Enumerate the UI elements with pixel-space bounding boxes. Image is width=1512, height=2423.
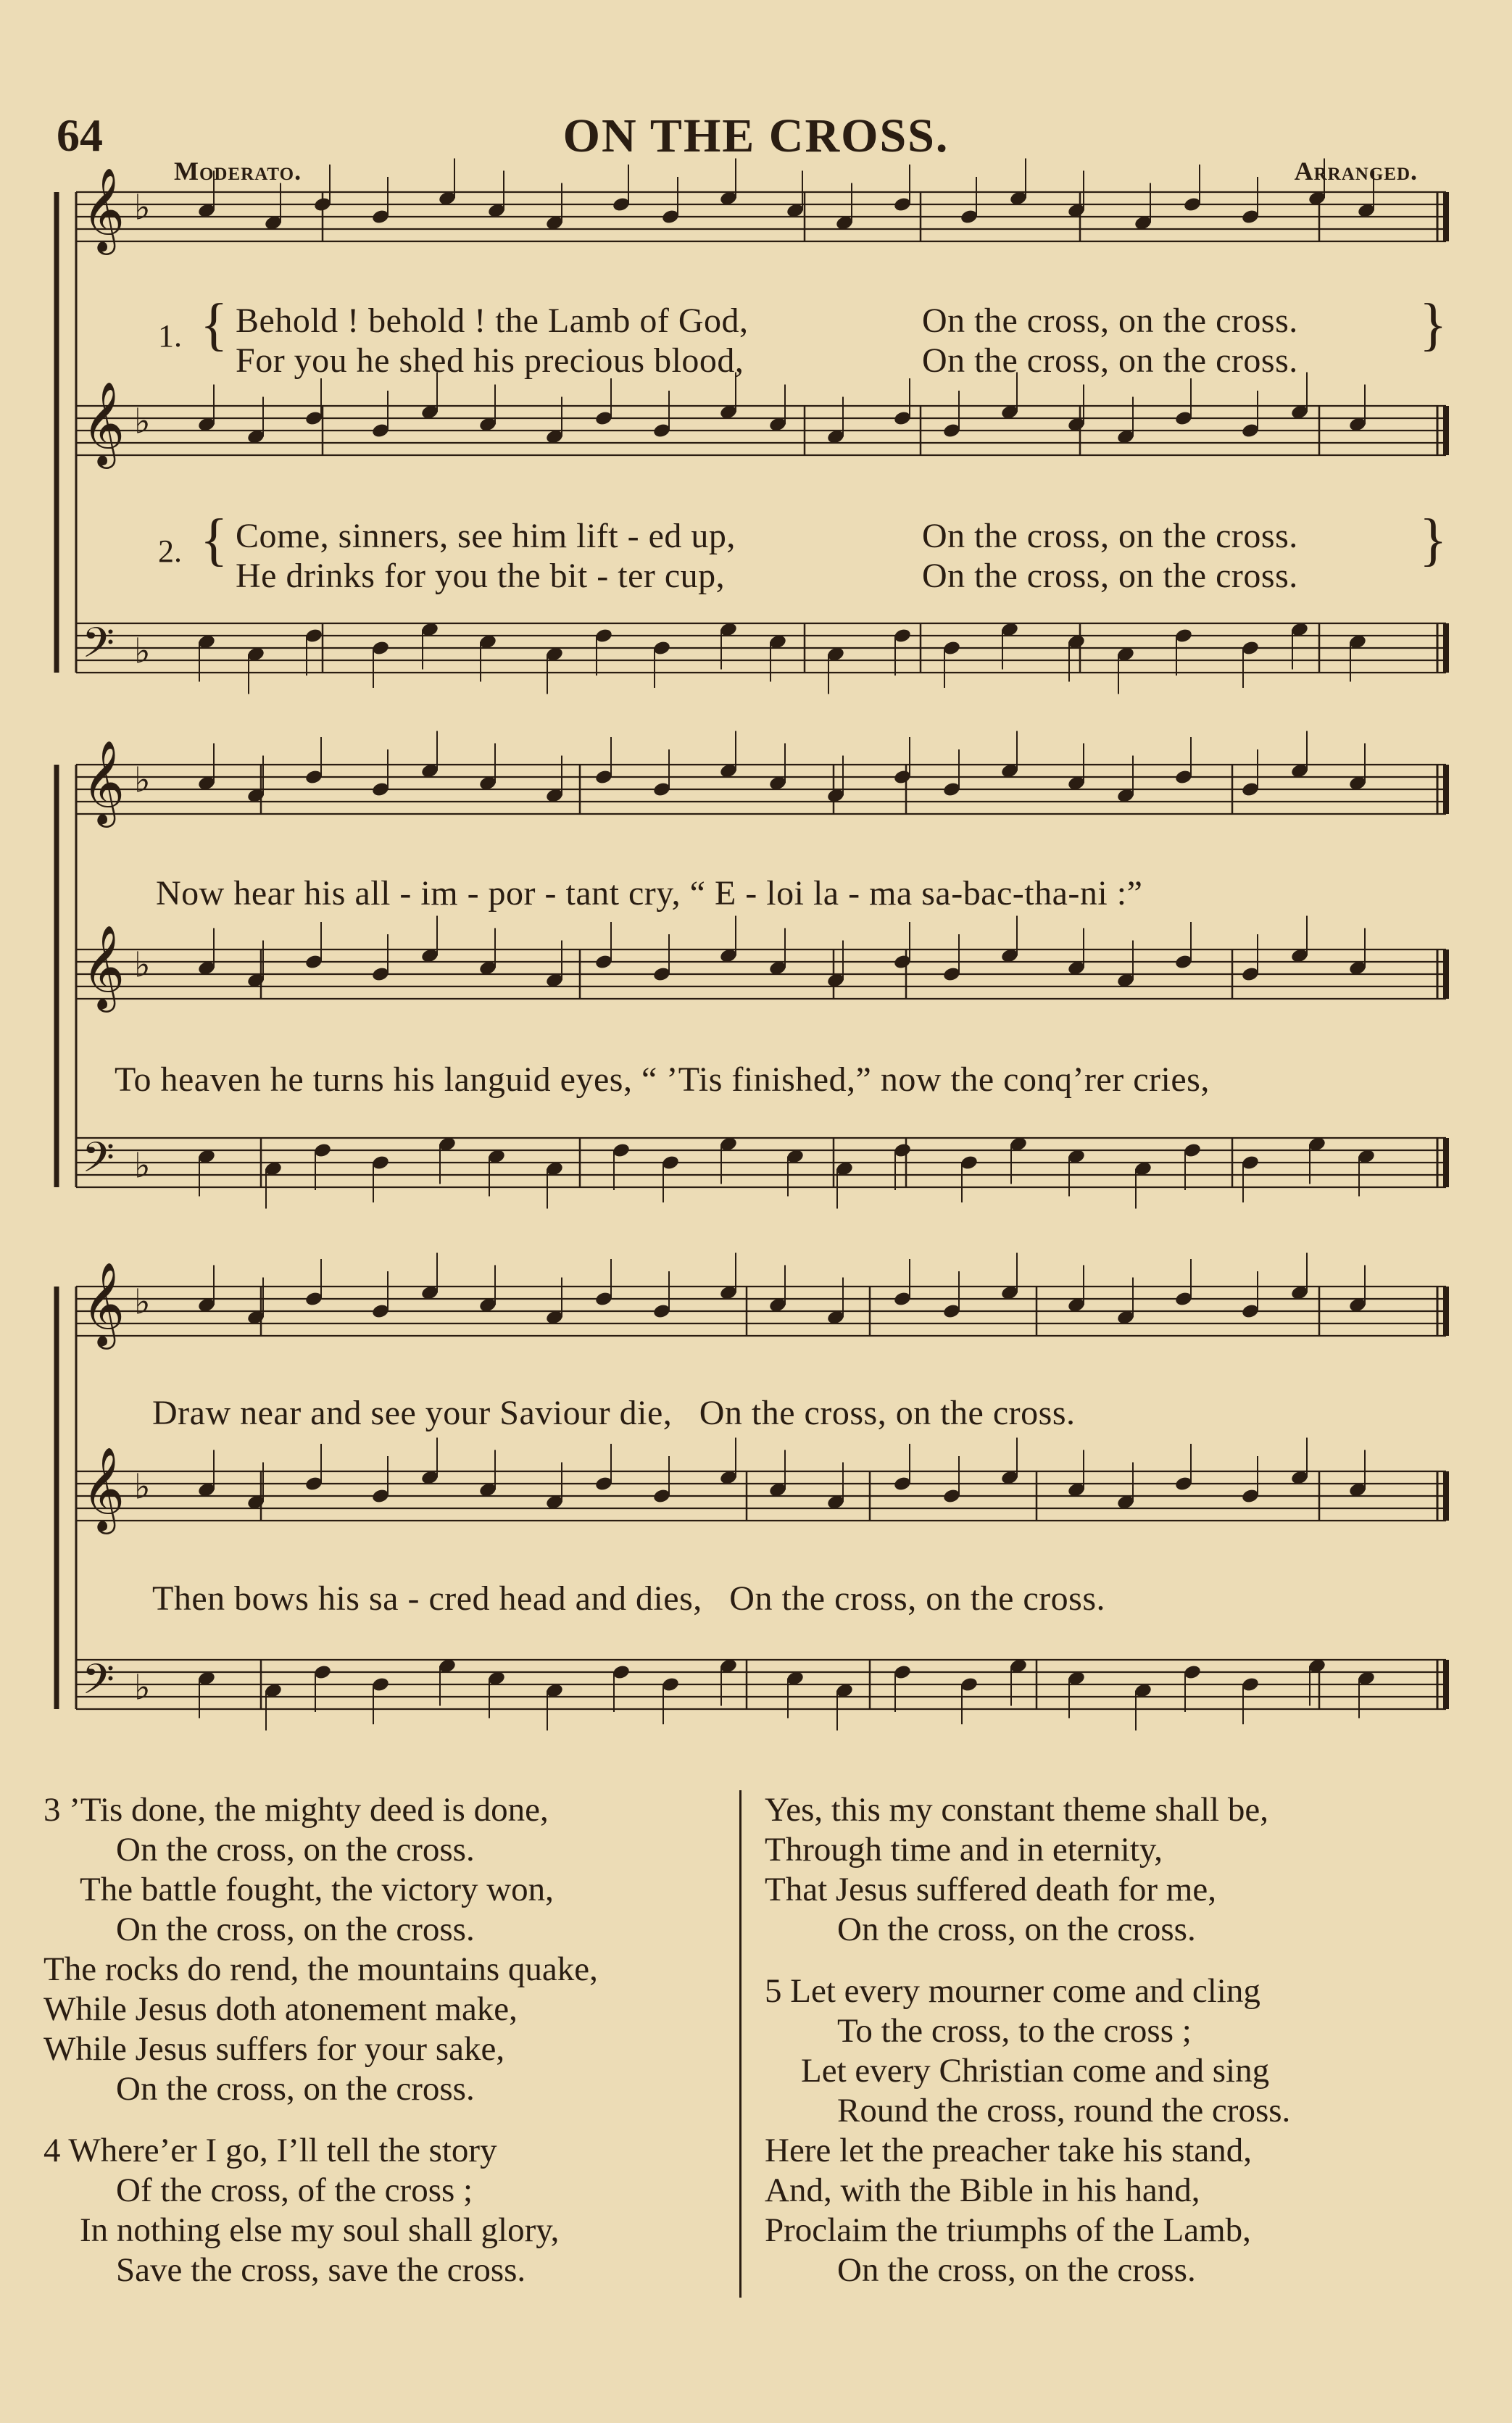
lyric-line: Draw near and see your Saviour die, On the cross, on the cross. (152, 1394, 1076, 1432)
verse-line: In nothing else my soul shall glory, (80, 2211, 560, 2249)
verse-line: On the cross, on the cross. (116, 2070, 475, 2108)
treble-clef-icon: 𝄞 (82, 923, 125, 1009)
brace-right-icon: } (1419, 293, 1447, 357)
verse-line: On the cross, on the cross. (837, 1911, 1196, 1948)
verse-line: The battle fought, the victory won, (80, 1871, 554, 1908)
lyric-refrain: On the cross, on the cross. (922, 302, 1298, 340)
lyric-line: Come, sinners, see him lift - ed up, (236, 517, 736, 555)
verse-line: And, with the Bible in his hand, (765, 2171, 1200, 2209)
verse-line: That Jesus suffered death for me, (765, 1871, 1216, 1908)
treble-clef-icon: 𝄞 (82, 380, 125, 465)
lyric-refrain: On the cross, on the cross. (922, 341, 1298, 380)
verse-line: Through time and in eternity, (765, 1831, 1163, 1869)
verse-line: On the cross, on the cross. (837, 2251, 1196, 2289)
verses-left-column (43, 1790, 598, 2290)
lyric-line: Then bows his sa - cred head and dies, On the cross, on the cross. (152, 1579, 1106, 1618)
flat-key-icon: ♭ (134, 631, 151, 672)
verse-line: 3 ’Tis done, the mighty deed is done, (43, 1791, 549, 1829)
tempo-marking: Moderato. (174, 157, 302, 186)
verse-number-1: 1. (158, 318, 182, 354)
flat-key-icon: ♭ (134, 1466, 151, 1508)
flat-key-icon: ♭ (134, 1281, 151, 1323)
lyric-line: He drinks for you the bit - ter cup, (236, 557, 726, 595)
verse-number-2: 2. (158, 533, 182, 569)
verse-line: Here let the preacher take his stand, (765, 2132, 1253, 2169)
treble-clef-icon: 𝄞 (82, 1260, 125, 1346)
lyric-refrain: On the cross, on the cross. (922, 517, 1298, 555)
lyric-refrain: On the cross, on the cross. (922, 557, 1298, 595)
verse-line: 5 Let every mourner come and cling (765, 1972, 1260, 2010)
flat-key-icon: ♭ (134, 944, 151, 986)
brace-right-icon: } (1419, 508, 1447, 572)
column-divider (739, 1790, 742, 2298)
verse-line: On the cross, on the cross. (116, 1911, 475, 1948)
hymn-title: ON THE CROSS. (562, 109, 950, 162)
verse-line: Let every Christian come and sing (801, 2052, 1270, 2090)
flat-key-icon: ♭ (134, 760, 151, 801)
treble-clef-icon: 𝄞 (82, 166, 125, 252)
arranger-credit: Arranged. (1294, 157, 1418, 186)
flat-key-icon: ♭ (134, 1145, 151, 1186)
bass-clef-icon: 𝄢 (82, 618, 115, 678)
verse-line: On the cross, on the cross. (116, 1831, 475, 1869)
verse-line: Yes, this my constant theme shall be, (765, 1791, 1268, 1829)
page-number: 64 (57, 109, 103, 161)
treble-clef-icon: 𝄞 (82, 739, 125, 824)
verses-right-column (765, 1790, 1290, 2290)
lyric-line: Now hear his all - im - por - tant cry, “ E - loi la - ma sa-bac-tha-ni :” (156, 874, 1143, 913)
bass-clef-icon: 𝄢 (82, 1132, 115, 1192)
lyric-line: For you he shed his precious blood, (236, 341, 744, 380)
flat-key-icon: ♭ (134, 187, 151, 228)
brace-left-icon: { (200, 508, 228, 572)
brace-left-icon: { (200, 293, 228, 357)
treble-clef-icon: 𝄞 (82, 1445, 125, 1531)
verse-line: Of the cross, of the cross ; (116, 2171, 473, 2209)
flat-key-icon: ♭ (134, 1667, 151, 1708)
verse-line: While Jesus doth atonement make, (43, 1990, 518, 2028)
flat-key-icon: ♭ (134, 401, 151, 442)
verse-line: Round the cross, round the cross. (837, 2092, 1291, 2129)
verse-line: Save the cross, save the cross. (116, 2251, 526, 2289)
lyric-line: To heaven he turns his languid eyes, “ ’Tis finished,” now the conq’rer cries, (115, 1060, 1210, 1099)
verse-line: 4 Where’er I go, I’ll tell the story (43, 2132, 497, 2169)
bass-clef-icon: 𝄢 (82, 1654, 115, 1714)
verse-line: To the cross, to the cross ; (837, 2012, 1192, 2050)
verse-line: The rocks do rend, the mountains quake, (43, 1950, 598, 1988)
lyric-line: Behold ! behold ! the Lamb of God, (236, 302, 749, 340)
verse-line: Proclaim the triumphs of the Lamb, (765, 2211, 1251, 2249)
verse-line: While Jesus suffers for your sake, (43, 2030, 505, 2068)
